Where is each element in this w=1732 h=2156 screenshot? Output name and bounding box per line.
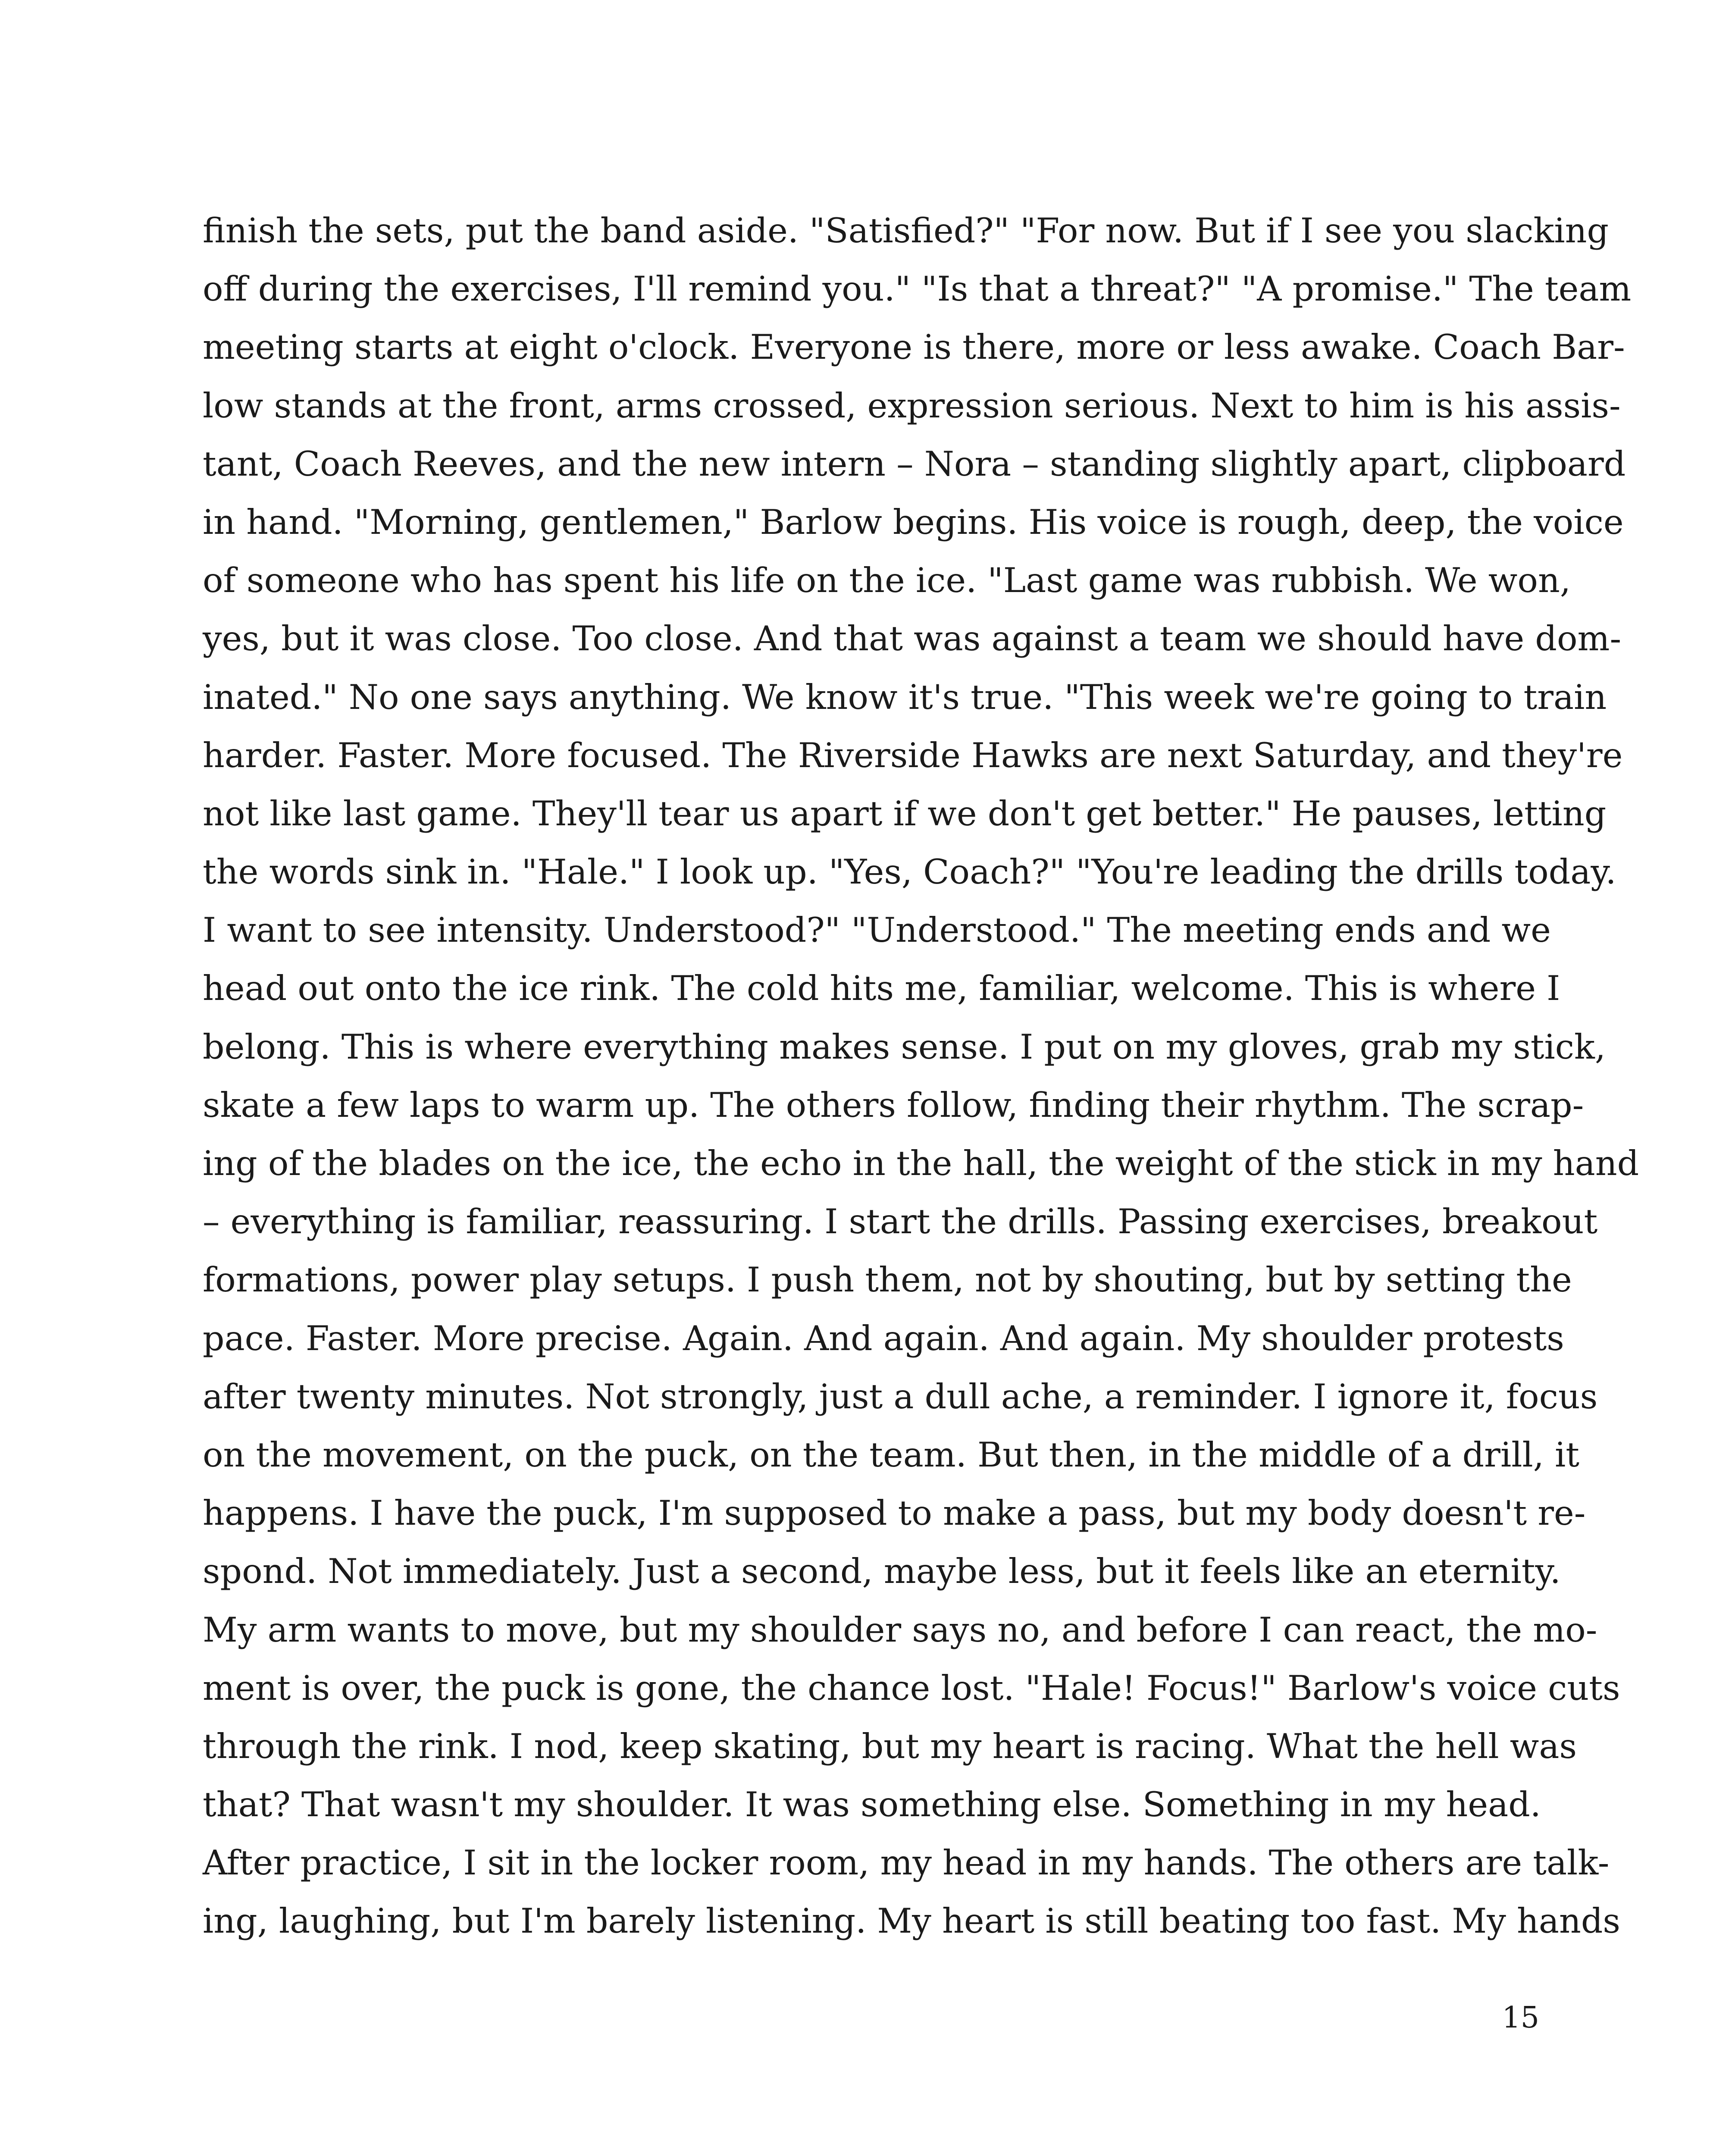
body-text — [203, 202, 1639, 1951]
text-line: through the rink. I nod, keep skating, but my heart is racing. What the hell was — [203, 1726, 1577, 1766]
text-line: meeting starts at eight o'clock. Everyone is there, more or less awake. Coach Bar- — [203, 327, 1625, 367]
text-line: – everything is familiar, reassuring. I start the drills. Passing exercises, breakout — [203, 1202, 1598, 1242]
text-line: formations, power play setups. I push them, not by shouting, but by setting the — [203, 1260, 1572, 1300]
text-line: on the movement, on the puck, on the team. But then, in the middle of a drill, it — [203, 1435, 1579, 1475]
text-line: ing, laughing, but I'm barely listening. My heart is still beating too fast. My hands — [203, 1901, 1620, 1941]
text-line: pace. Faster. More precise. Again. And again. And again. My shoulder protests — [203, 1318, 1564, 1358]
text-line: My arm wants to move, but my shoulder says no, and before I can react, the mo- — [203, 1610, 1597, 1650]
text-line: ment is over, the puck is gone, the chance lost. "Hale! Focus!" Barlow's voice cuts — [203, 1668, 1620, 1708]
text-line: the words sink in. "Hale." I look up. "Yes, Coach?" "You're leading the drills today. — [203, 852, 1616, 892]
text-line: ing of the blades on the ice, the echo in the hall, the weight of the stick in my hand — [203, 1144, 1639, 1183]
text-line: that? That wasn't my shoulder. It was something else. Something in my head. — [203, 1785, 1541, 1825]
text-line: inated." No one says anything. We know it's true. "This week we're going to train — [203, 677, 1607, 717]
text-line: in hand. "Morning, gentlemen," Barlow begins. His voice is rough, deep, the voice — [203, 502, 1624, 542]
text-line: harder. Faster. More focused. The Riverside Hawks are next Saturday, and they're — [203, 735, 1623, 775]
text-line: spond. Not immediately. Just a second, maybe less, but it feels like an eternity. — [203, 1551, 1561, 1592]
text-line: of someone who has spent his life on the ice. "Last game was rubbish. We won, — [203, 561, 1571, 601]
text-line: tant, Coach Reeves, and the new intern – Nora – standing slightly apart, clipboard — [203, 444, 1626, 484]
page-number: 15 — [1502, 2001, 1539, 2035]
text-line: not like last game. They'll tear us apart if we don't get better." He pauses, letting — [203, 793, 1607, 834]
text-line: belong. This is where everything makes sense. I put on my gloves, grab my stick, — [203, 1027, 1606, 1067]
text-line: After practice, I sit in the locker room, my head in my hands. The others are talk- — [203, 1843, 1610, 1883]
text-line: head out onto the ice rink. The cold hits me, familiar, welcome. This is where I — [203, 968, 1560, 1009]
text-line: low stands at the front, arms crossed, expression serious. Next to him is his assis- — [203, 385, 1621, 426]
text-line: skate a few laps to warm up. The others follow, finding their rhythm. The scrap- — [203, 1085, 1584, 1125]
text-line: yes, but it was close. Too close. And that was against a team we should have dom- — [203, 619, 1622, 659]
text-line: finish the sets, put the band aside. "Satisfied?" "For now. But if I see you slacking — [203, 211, 1609, 251]
text-line: off during the exercises, I'll remind you." "Is that a threat?" "A promise." The team — [203, 269, 1632, 309]
text-line: I want to see intensity. Understood?" "Understood." The meeting ends and we — [203, 910, 1551, 950]
text-line: after twenty minutes. Not strongly, just a dull ache, a reminder. I ignore it, focus — [203, 1376, 1598, 1416]
text-line: happens. I have the puck, I'm supposed to make a pass, but my body doesn't re- — [203, 1493, 1586, 1533]
